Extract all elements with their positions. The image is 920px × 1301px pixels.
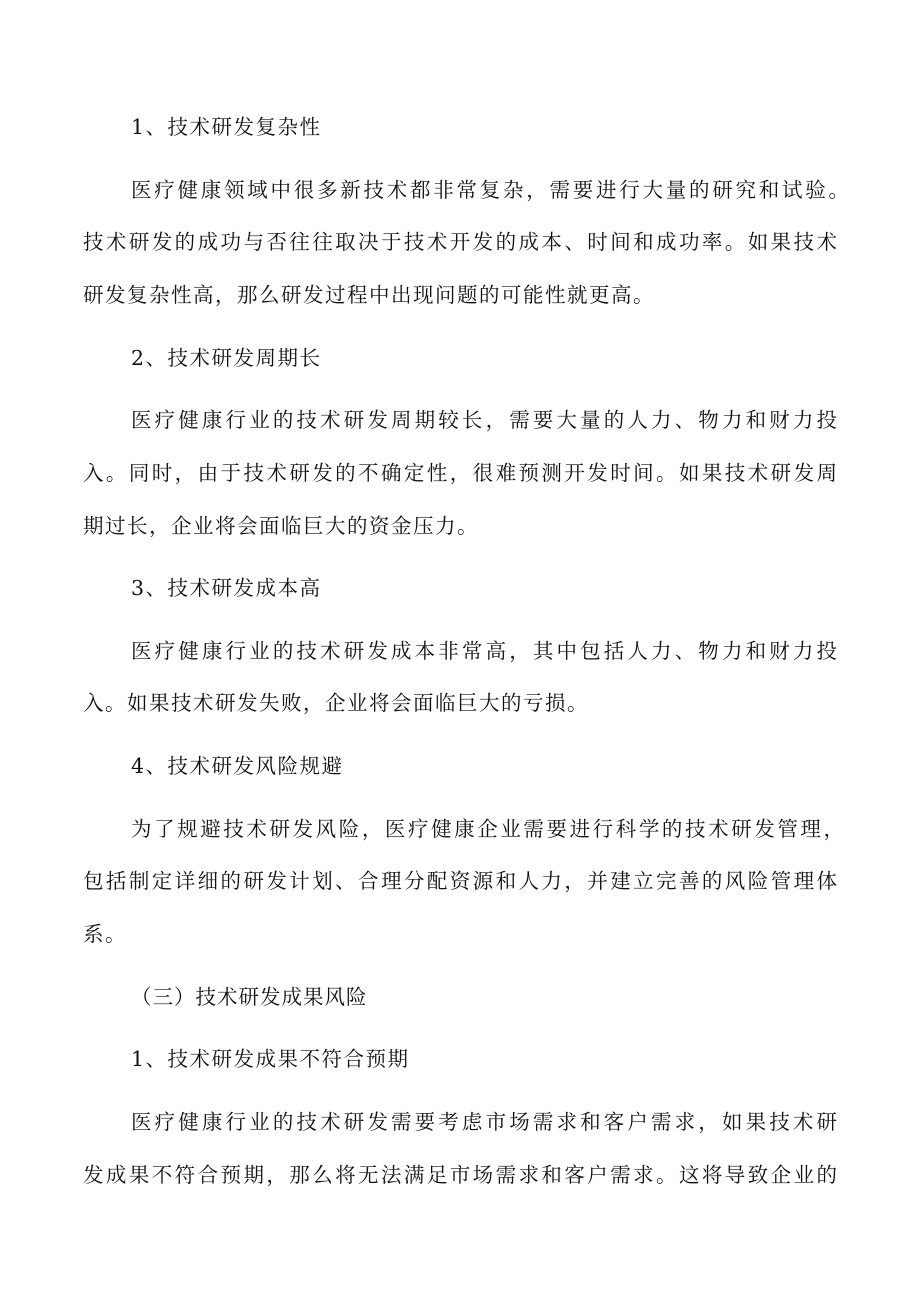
paragraph-line: 医疗健康行业的技术研发成本非常高，其中包括人力、物力和财力投: [131, 639, 837, 663]
paragraph-line: 医疗健康行业的技术研发周期较长，需要大量的人力、物力和财力投: [131, 408, 837, 432]
heading-complexity: 1、技术研发复杂性: [131, 115, 322, 139]
heading-risk-avoidance: 4、技术研发风险规避: [131, 754, 344, 778]
heading-results-mismatch: 1、技术研发成果不符合预期: [131, 1047, 410, 1071]
paragraph-line: 发成果不符合预期，那么将无法满足市场需求和客户需求。这将导致企业的: [83, 1163, 837, 1187]
section-heading-results-risk: （三）技术研发成果风险: [131, 985, 368, 1009]
heading-high-cost: 3、技术研发成本高: [131, 576, 322, 600]
paragraph-line: 为了规避技术研发风险，医疗健康企业需要进行科学的技术研发管理，: [131, 817, 844, 841]
paragraph-line: 入。同时，由于技术研发的不确定性，很难预测开发时间。如果技术研发周: [83, 461, 837, 485]
paragraph-line: 技术研发的成功与否往往取决于技术开发的成本、时间和成功率。如果技术: [83, 230, 837, 254]
paragraph-line: 包括制定详细的研发计划、合理分配资源和人力，并建立完善的风险管理体: [83, 869, 837, 893]
paragraph-line: 期过长，企业将会面临巨大的资金压力。: [83, 514, 479, 538]
heading-long-cycle: 2、技术研发周期长: [131, 346, 322, 370]
paragraph-line: 医疗健康行业的技术研发需要考虑市场需求和客户需求，如果技术研: [131, 1110, 837, 1134]
paragraph-line: 系。: [83, 922, 127, 946]
paragraph-line: 研发复杂性高，那么研发过程中出现问题的可能性就更高。: [83, 283, 655, 307]
paragraph-line: 入。如果技术研发失败，企业将会面临巨大的亏损。: [83, 691, 589, 715]
paragraph-line: 医疗健康领域中很多新技术都非常复杂，需要进行大量的研究和试验。: [131, 178, 849, 202]
